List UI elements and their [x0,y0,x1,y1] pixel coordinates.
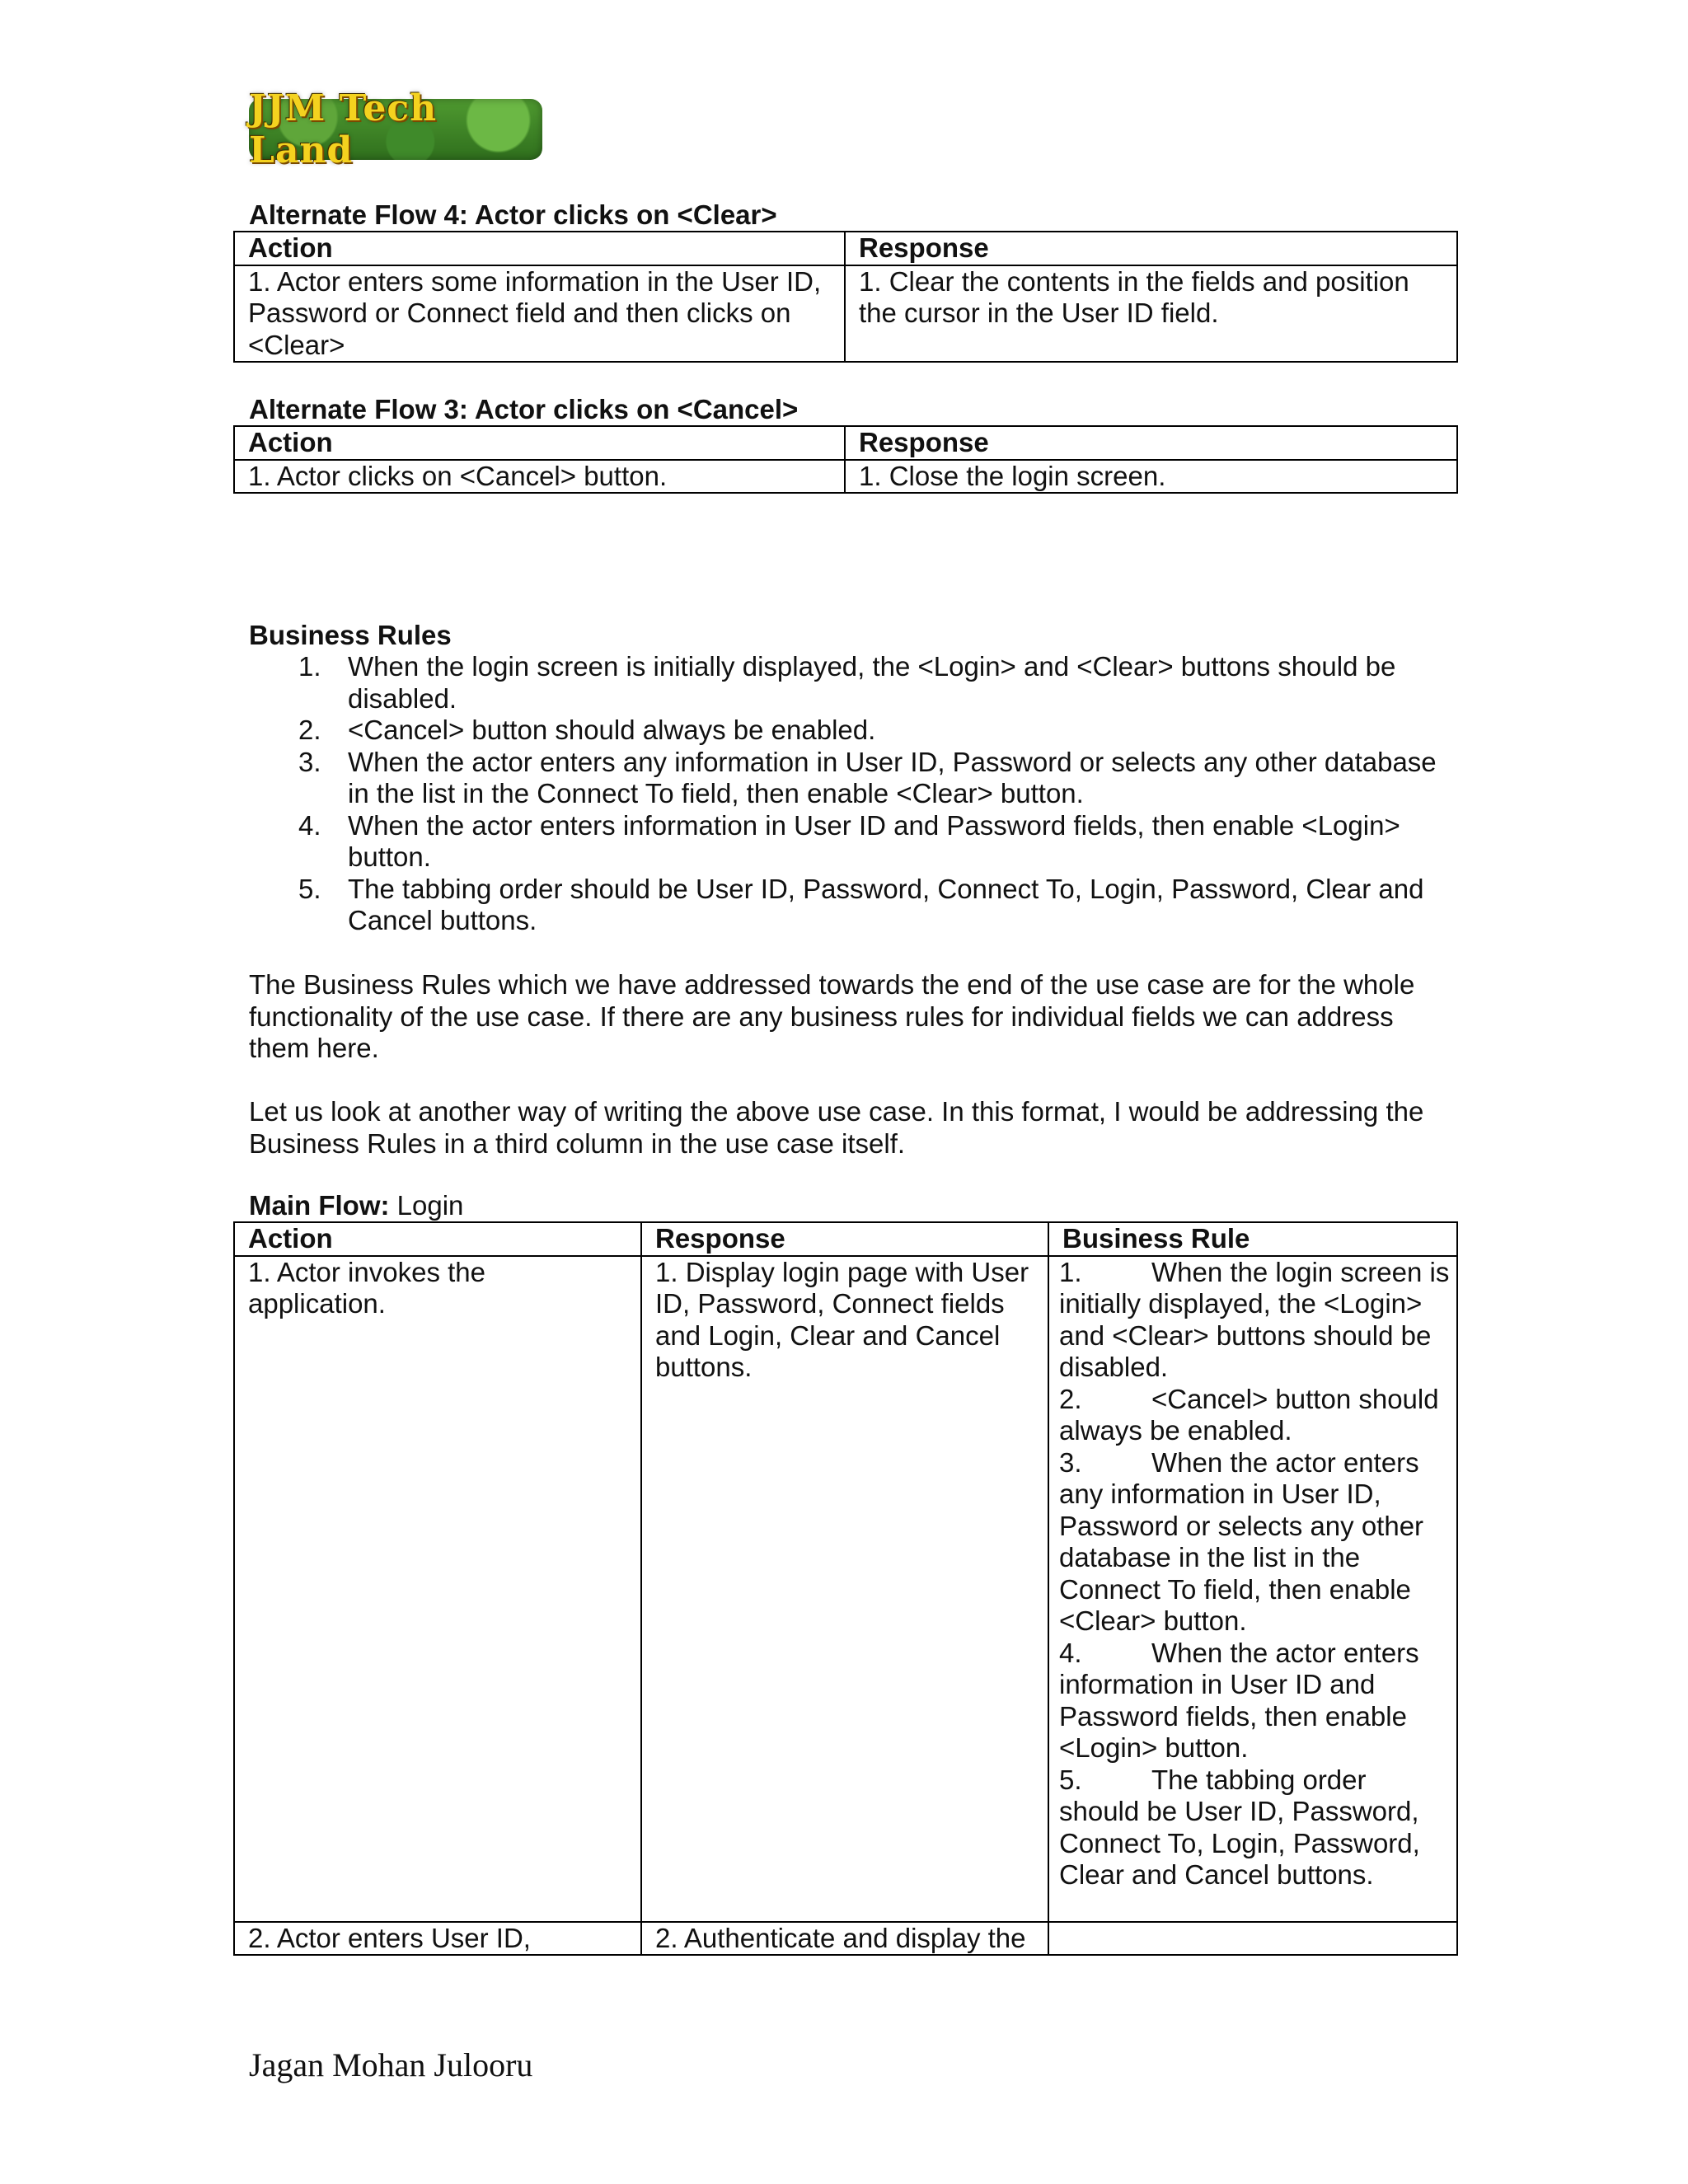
list-item: 2. <Cancel> button should always be enabled. [298,715,876,745]
action-cell: 2. Actor enters User ID, [234,1922,641,1956]
business-rule-item: 3. When the actor enters any information in User ID, Password or selects any other database in the list in the Connect To field, then enable <Clear> button. [1059,1446,1424,1636]
list-item: 1. When the login screen is initially displayed, the <Login> and <Clear> buttons should be disabled. [298,651,1396,714]
column-header-action: Action [234,232,845,265]
main-flow-table [233,1221,1458,1956]
alt-flow-3-table [233,425,1458,494]
main-flow-title: Main Flow: Login [249,1190,464,1221]
logo-text: JJM Tech Land [249,87,438,171]
business-rule-item: 1. When the login screen is initially displayed, the <Login> and <Clear> buttons should be disabled. [1059,1256,1450,1382]
business-rule-item: 2. <Cancel> button should always be enabled. [1059,1383,1439,1446]
table-header-row [234,1222,1457,1256]
paragraph: Let us look at another way of writing the above use case. In this format, I would be addressing the Business Rules in a third column in the use case itself. [249,1096,1424,1159]
business-rules-title: Business Rules [249,620,452,650]
table-row [234,1256,1457,1922]
column-header-action: Action [234,1222,641,1256]
action-cell: 1. Actor clicks on <Cancel> button. [234,460,845,494]
list-item: 4. When the actor enters information in User ID and Password fields, then enable <Login> button. [298,809,1400,872]
column-header-response: Response [845,232,1457,265]
list-item: 5. The tabbing order should be User ID, Password, Connect To, Login, Password, Clear and Cancel buttons. [298,873,1424,935]
alt-flow-3-title: Alternate Flow 3: Actor clicks on <Cancel> [249,394,799,424]
column-header-response: Response [845,426,1457,460]
alt-flow-4-title: Alternate Flow 4: Actor clicks on <Clear> [249,199,777,230]
business-rule-cell [1048,1256,1457,1922]
table-header-row [234,232,1457,265]
logo [249,87,542,171]
business-rule-item: 5. The tabbing order should be User ID, Password, Connect To, Login, Password, Clear and Cancel buttons. [1059,1764,1420,1890]
list-item: 3. When the actor enters any information in User ID, Password or selects any other database in the list in the Connect To field, then enable <Clear> button. [298,746,1437,808]
response-cell: 2. Authenticate and display the [641,1922,1048,1956]
response-cell: 1. Close the login screen. [845,460,1457,494]
table-header-row [234,426,1457,460]
response-cell: 1. Clear the contents in the fields and position the cursor in the User ID field. [845,265,1457,363]
column-header-action: Action [234,426,845,460]
business-rule-cell [1048,1922,1457,1956]
table-row [234,265,1457,363]
action-cell: 1. Actor invokes the application. [234,1256,641,1922]
table-row [234,1922,1457,1956]
business-rule-item: 4. When the actor enters information in User ID and Password fields, then enable <Login> button. [1059,1637,1419,1763]
business-rules-list [249,651,1452,937]
column-header-business-rule: Business Rule [1048,1222,1457,1256]
alt-flow-4-table [233,231,1458,363]
table-row [234,460,1457,494]
paragraph: The Business Rules which we have addressed towards the end of the use case are for the whole functionality of the use case. If there are any business rules for individual fields we can address them here. [249,969,1415,1063]
column-header-response: Response [641,1222,1048,1256]
action-cell: 1. Actor enters some information in the User ID, Password or Connect field and then clicks on <Clear> [234,265,845,363]
response-cell: 1. Display login page with User ID, Password, Connect fields and Login, Clear and Cancel buttons. [641,1256,1048,1922]
footer-author: Jagan Mohan Julooru [249,2046,533,2083]
